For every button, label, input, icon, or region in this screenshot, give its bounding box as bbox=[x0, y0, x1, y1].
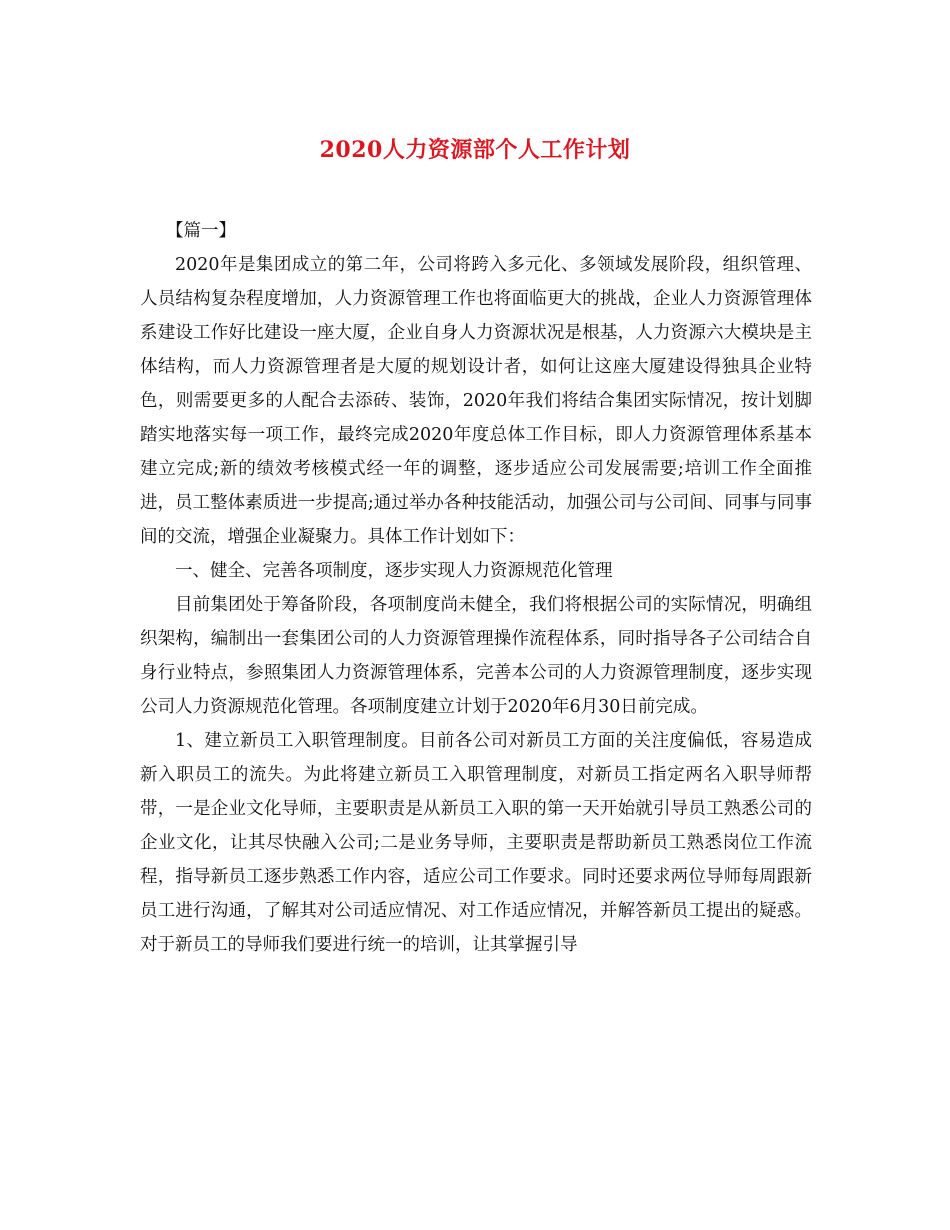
section-heading: 【篇一】 bbox=[166, 221, 236, 241]
paragraph-onboarding: 1、建立新员工入职管理制度。目前各公司对新员工方面的关注度偏低，容易造成新入职员工的流失。为此将建立新员工入职管理制度，对新员工指定两名入职导师帮带，一是企业文化导师，主要职责是从新员工入职的第一天开始就引导员工熟悉公司的企业文化，让其尽快融入公司;二是业务导师，主要职责是帮助新员工熟悉岗位工作流程，指导新员工逐步熟悉工作内容，适应公司工作要求。同时还要求两位导师每周跟新员工进行沟通，了解其对公司适应情况、对工作适应情况，并解答新员工提出的疑惑。对于新员工的导师我们要进行统一的培训，让其掌握引导 bbox=[140, 731, 812, 955]
document-title: 2020人力资源部个人工作计划 bbox=[319, 137, 631, 163]
subheading-one: 一、健全、完善各项制度，逐步实现人力资源规范化管理 bbox=[175, 561, 613, 581]
paragraph-institution: 目前集团处于筹备阶段，各项制度尚未健全，我们将根据公司的实际情况，明确组织架构，编制出一套集团公司的人力资源管理操作流程体系，同时指导各子公司结合自身行业特点，参照集团人力资源管理体系，完善本公司的人力资源管理制度，逐步实现公司人力资源规范化管理。各项制度建立计划于2020年6月30日前完成。 bbox=[140, 595, 812, 717]
document-body bbox=[140, 214, 812, 962]
paragraph-intro: 2020年是集团成立的第二年，公司将跨入多元化、多领域发展阶段，组织管理、人员结构复杂程度增加，人力资源管理工作也将面临更大的挑战，企业人力资源管理体系建设工作好比建设一座大厦，企业自身人力资源状况是根基，人力资源六大模块是主体结构，而人力资源管理者是大厦的规划设计者，如何让这座大厦建设得独具企业特色，则需要更多的人配合去添砖、装饰，2020年我们将结合集团实际情况，按计划脚踏实地落实每一项工作，最终完成2020年度总体工作目标，即人力资源管理体系基本建立完成;新的绩效考核模式经一年的调整，逐步适应公司发展需要;培训工作全面推进，员工整体素质进一步提高;通过举办各种技能活动，加强公司与公司间、同事与同事间的交流，增强企业凝聚力。具体工作计划如下： bbox=[140, 255, 812, 547]
